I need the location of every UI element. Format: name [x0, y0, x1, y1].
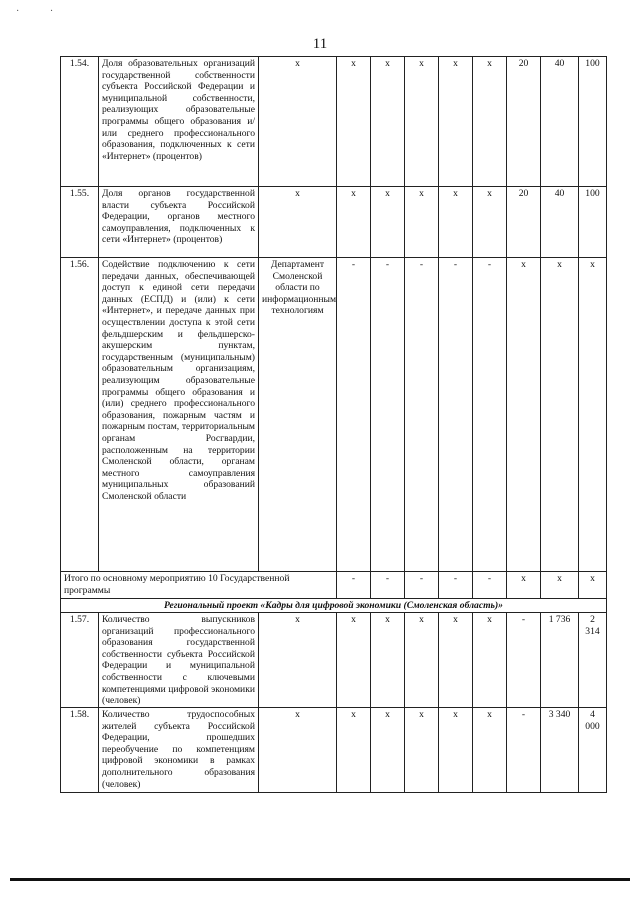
value-cell: 1 736	[541, 613, 579, 708]
row-name: Доля органов государственной власти субъекта Российской Федерации, органов местного самоуправления, подключенных к сети «Интернет» (процентов)	[99, 187, 259, 258]
row-number: 1.56.	[61, 258, 99, 572]
table-row	[61, 613, 607, 708]
value-cell: 2 314	[579, 613, 607, 708]
value-cell: х	[541, 258, 579, 572]
value-cell: -	[507, 708, 541, 793]
footer-divider	[10, 878, 630, 881]
value-cell: -	[439, 258, 473, 572]
value-cell: х	[337, 708, 371, 793]
value-cell: -	[473, 572, 507, 599]
value-cell: х	[337, 57, 371, 187]
value-cell: х	[371, 57, 405, 187]
value-cell: х	[337, 613, 371, 708]
indicators-table	[60, 56, 607, 793]
row-number: 1.57.	[61, 613, 99, 708]
row-number: 1.55.	[61, 187, 99, 258]
value-cell: -	[337, 258, 371, 572]
value-cell: -	[371, 572, 405, 599]
scan-artifact: · ·	[16, 6, 68, 17]
value-cell: 40	[541, 187, 579, 258]
table-row	[61, 57, 607, 187]
value-cell: -	[337, 572, 371, 599]
row-responsible: Департамент Смоленской области по информационным технологиям	[259, 258, 337, 572]
value-cell: х	[579, 572, 607, 599]
section-header-row	[61, 599, 607, 613]
value-cell: х	[439, 613, 473, 708]
value-cell: х	[405, 57, 439, 187]
value-cell: х	[473, 708, 507, 793]
row-number: 1.54.	[61, 57, 99, 187]
value-cell: х	[473, 187, 507, 258]
value-cell: х	[439, 187, 473, 258]
table-row	[61, 187, 607, 258]
value-cell: 4 000	[579, 708, 607, 793]
row-responsible: х	[259, 613, 337, 708]
row-name: Количество выпускников организаций профессионального образования государственной собственности субъекта Российской Федерации и муниципальной собственности с ключевыми компетенциями цифровой экономики (человек)	[99, 613, 259, 708]
value-cell: х	[579, 258, 607, 572]
value-cell: -	[439, 572, 473, 599]
value-cell: х	[371, 613, 405, 708]
row-name: Доля образовательных организаций государственной собственности субъекта Российской Федерации и муниципальной собственности, реализующих образовательные программы общего образования и/или среднего профессионального образования, подключенных к сети «Интернет» (процентов)	[99, 57, 259, 187]
value-cell: 20	[507, 57, 541, 187]
value-cell: х	[405, 613, 439, 708]
total-label: Итого по основному мероприятию 10 Государственной программы	[61, 572, 337, 599]
value-cell: х	[507, 572, 541, 599]
value-cell: -	[371, 258, 405, 572]
value-cell: х	[371, 187, 405, 258]
value-cell: 100	[579, 57, 607, 187]
value-cell: -	[405, 572, 439, 599]
value-cell: 20	[507, 187, 541, 258]
row-name: Содействие подключению к сети передачи данных, обеспечивающей доступ к единой сети передачи данных (ЕСПД) и (или) к сети «Интернет», и передаче данных при осуществлении доступа к этой сети фельдшерским и фельдшерско-акушерским пунктам, государственным (муниципальным) образовательным организациям, реализующим образовательные программы общего образования и (или) среднего профессионального образования, пожарным частям и пожарным постам, территориальным органам Росгвардии, расположенным на территории Смоленской области, органам местного самоуправления муниципальных образований Смоленской области	[99, 258, 259, 572]
value-cell: х	[337, 187, 371, 258]
total-row	[61, 572, 607, 599]
value-cell: х	[507, 258, 541, 572]
value-cell: х	[371, 708, 405, 793]
row-responsible: х	[259, 187, 337, 258]
section-title: Региональный проект «Кадры для цифровой экономики (Смоленская область)»	[61, 599, 607, 613]
value-cell: -	[405, 258, 439, 572]
value-cell: -	[473, 258, 507, 572]
value-cell: 40	[541, 57, 579, 187]
value-cell: х	[405, 187, 439, 258]
value-cell: х	[439, 57, 473, 187]
row-name: Количество трудоспособных жителей субъекта Российской Федерации, прошедших переобучение по компетенциям цифровой экономики в рамках дополнительного образования (человек)	[99, 708, 259, 793]
value-cell: х	[541, 572, 579, 599]
value-cell: х	[405, 708, 439, 793]
value-cell: 100	[579, 187, 607, 258]
row-responsible: х	[259, 57, 337, 187]
row-number: 1.58.	[61, 708, 99, 793]
value-cell: х	[473, 57, 507, 187]
value-cell: х	[473, 613, 507, 708]
row-responsible: х	[259, 708, 337, 793]
table-row	[61, 708, 607, 793]
value-cell: -	[507, 613, 541, 708]
page-number: 11	[312, 36, 328, 52]
value-cell: х	[439, 708, 473, 793]
table-row	[61, 258, 607, 572]
value-cell: 3 340	[541, 708, 579, 793]
